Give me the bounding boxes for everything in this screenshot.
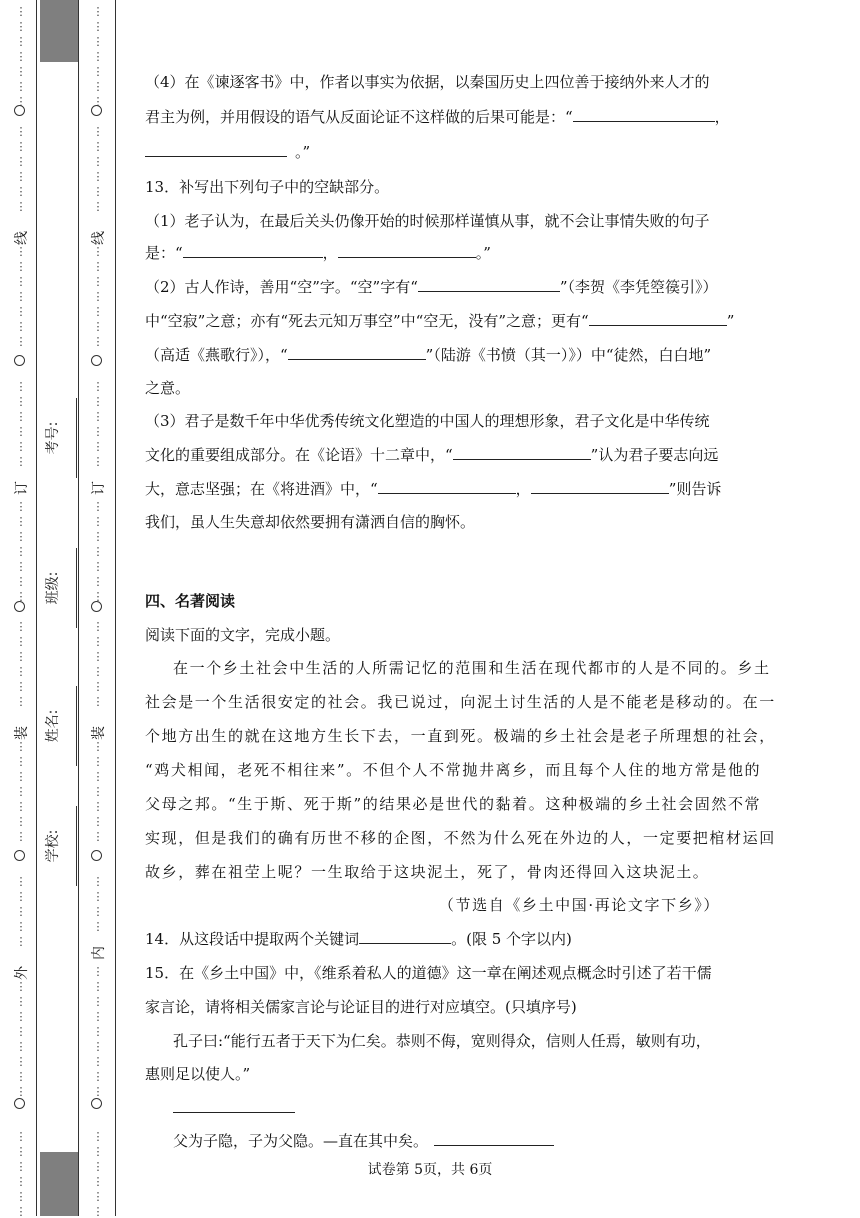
answer-blank[interactable] bbox=[531, 479, 669, 494]
seal-dot: ⋮ bbox=[15, 20, 27, 33]
margin-divider bbox=[36, 0, 37, 1216]
q15-answer-line bbox=[173, 1098, 295, 1118]
seal-dot: ⋮ bbox=[15, 785, 27, 798]
seal-dot: ⋮ bbox=[92, 95, 104, 108]
seal-dot: ⋮ bbox=[15, 80, 27, 93]
seal-dot: ⋮ bbox=[92, 380, 104, 393]
seal-dot: ⋮ bbox=[92, 80, 104, 93]
exam-number-field[interactable]: 考号: bbox=[42, 388, 78, 488]
seal-circle bbox=[91, 850, 102, 861]
q12-4-line: 君主为例，并用假设的语气从反面论证不这样做的后果可能是：“ ， bbox=[145, 108, 730, 126]
seal-dot: ⋮ bbox=[92, 320, 104, 333]
seal-dot: ⋮ bbox=[92, 65, 104, 78]
seal-circle bbox=[91, 1098, 102, 1109]
seal-dot: ⋮ bbox=[92, 335, 104, 348]
seal-dot: ⋮ bbox=[15, 995, 27, 1008]
seal-dot: ⋮ bbox=[92, 290, 104, 303]
seal-dot: ⋮ bbox=[15, 1010, 27, 1023]
reading-instruction: 阅读下面的文字，完成小题。 bbox=[145, 626, 341, 644]
seal-dot: ⋮ bbox=[15, 1145, 27, 1158]
seal-dot: ⋮ bbox=[15, 455, 27, 468]
answer-blank[interactable] bbox=[378, 479, 516, 494]
seal-dot: ⋮ bbox=[15, 635, 27, 648]
seal-dot: ⋮ bbox=[15, 1190, 27, 1203]
seal-mark-outer: 外 bbox=[14, 966, 30, 980]
seal-dot: ⋮ bbox=[92, 1010, 104, 1023]
seal-dot: ⋮ bbox=[15, 1130, 27, 1143]
seal-dot: ⋮ bbox=[92, 665, 104, 678]
passage-line: 个地方出生的就在这地方生长下去，一直到死。极端的乡土社会是老子所理想的社会， bbox=[145, 727, 776, 745]
q13-3-line: （3）君子是数千年中华优秀传统文化塑造的中国人的理想形象，君子文化是中华传统 bbox=[145, 412, 710, 430]
q13-2-line: 中“空寂”之意；亦有“死去元知万事空”中“空无，没有”之意；更有“ ” bbox=[145, 312, 735, 330]
seal-dot: ⋮ bbox=[15, 200, 27, 213]
seal-dot: ⋮ bbox=[92, 1190, 104, 1203]
seal-dot: ⋮ bbox=[15, 410, 27, 423]
seal-mark-xian: 线 bbox=[91, 231, 107, 245]
seal-dot: ⋮ bbox=[92, 650, 104, 663]
q14-line: 14．从这段话中提取两个关键词 。(限 5 个字以内) bbox=[145, 930, 572, 948]
seal-dot: ⋮ bbox=[92, 920, 104, 933]
seal-dot: ⋮ bbox=[92, 890, 104, 903]
seal-dot: ⋮ bbox=[92, 830, 104, 843]
seal-dot: ⋮ bbox=[15, 770, 27, 783]
seal-dot: ⋮ bbox=[92, 140, 104, 153]
seal-dot: ⋮ bbox=[92, 530, 104, 543]
seal-dot: ⋮ bbox=[92, 1085, 104, 1098]
seal-dot: ⋮ bbox=[92, 185, 104, 198]
seal-dot: ⋮ bbox=[15, 1025, 27, 1038]
seal-dot: ⋮ bbox=[92, 800, 104, 813]
seal-dot: ⋮ bbox=[92, 440, 104, 453]
seal-dot: ⋮ bbox=[15, 335, 27, 348]
seal-circle bbox=[14, 601, 25, 612]
seal-dot: ⋮ bbox=[15, 260, 27, 273]
seal-dot: ⋮ bbox=[15, 50, 27, 63]
passage-line: 在一个乡土社会中生活的人所需记忆的范围和生活在现代都市的人是不同的。乡土 bbox=[173, 659, 771, 677]
seal-dot: ⋮ bbox=[15, 875, 27, 888]
seal-dot: ⋮ bbox=[15, 290, 27, 303]
seal-dot: ⋮ bbox=[15, 1160, 27, 1173]
answer-blank[interactable] bbox=[418, 277, 560, 292]
inner-seal-column bbox=[89, 0, 107, 1216]
q12-4-line: 。” bbox=[145, 142, 310, 162]
seal-dot: ⋮ bbox=[15, 1085, 27, 1098]
seal-dot: ⋮ bbox=[92, 1025, 104, 1038]
q13-2-line: （高适《燕歌行》），“ ”（陆游《书愤（其一）》）中“徒然，白白地” bbox=[145, 346, 712, 364]
seal-dot: ⋮ bbox=[15, 815, 27, 828]
seal-dot: ⋮ bbox=[15, 560, 27, 573]
answer-blank[interactable] bbox=[589, 311, 727, 326]
seal-dot: ⋮ bbox=[15, 740, 27, 753]
school-field[interactable]: 学校: bbox=[42, 796, 78, 896]
seal-dot: ⋮ bbox=[92, 500, 104, 513]
seal-dot: ⋮ bbox=[15, 65, 27, 78]
seal-dot: ⋮ bbox=[15, 545, 27, 558]
answer-blank[interactable] bbox=[453, 445, 591, 460]
seal-dot: ⋮ bbox=[92, 980, 104, 993]
passage-source: （节选自《乡土中国·再论文字下乡》） bbox=[438, 896, 720, 914]
seal-dot: ⋮ bbox=[92, 545, 104, 558]
q13-2-line: （2）古人作诗，善用“空”字。“空”字有“ ”（李贺《李凭箜篌引》） bbox=[145, 278, 718, 296]
seal-circle bbox=[91, 105, 102, 116]
seal-dot: ⋮ bbox=[15, 1055, 27, 1068]
seal-dot: ⋮ bbox=[92, 1175, 104, 1188]
seal-dot: ⋮ bbox=[92, 1070, 104, 1083]
answer-blank[interactable] bbox=[338, 243, 476, 258]
seal-dot: ⋮ bbox=[92, 875, 104, 888]
seal-dot: ⋮ bbox=[92, 515, 104, 528]
passage-line: 实现，但是我们的确有历世不移的企图，不然为什么死在外边的人，一定要把棺材运回 bbox=[145, 829, 776, 847]
student-info-column bbox=[40, 0, 78, 1216]
q15-line: 15．在《乡土中国》中，《维系着私人的道德》这一章在阐述观点概念时引述了若干儒 bbox=[145, 964, 712, 982]
seal-dot: ⋮ bbox=[15, 155, 27, 168]
seal-dot: ⋮ bbox=[15, 575, 27, 588]
seal-dot: ⋮ bbox=[15, 275, 27, 288]
passage-line: “鸡犬相闻，老死不相往来”。不但个人不常抛井离乡，而且每个人住的地方常是他的 bbox=[145, 761, 762, 779]
answer-blank[interactable] bbox=[434, 1131, 554, 1146]
seal-circle bbox=[14, 1098, 25, 1109]
seal-dot: ⋮ bbox=[92, 410, 104, 423]
seal-dot: ⋮ bbox=[15, 95, 27, 108]
answer-blank[interactable] bbox=[359, 929, 451, 944]
seal-dot: ⋮ bbox=[92, 785, 104, 798]
seal-dot: ⋮ bbox=[92, 1055, 104, 1068]
seal-dot: ⋮ bbox=[92, 1130, 104, 1143]
seal-dot: ⋮ bbox=[92, 575, 104, 588]
seal-dot: ⋮ bbox=[92, 965, 104, 978]
seal-dot: ⋮ bbox=[92, 170, 104, 183]
seal-dot: ⋮ bbox=[15, 1175, 27, 1188]
seal-dot: ⋮ bbox=[15, 140, 27, 153]
seal-dot: ⋮ bbox=[92, 755, 104, 768]
seal-dot: ⋮ bbox=[15, 590, 27, 603]
seal-dot: ⋮ bbox=[15, 830, 27, 843]
seal-dot: ⋮ bbox=[92, 5, 104, 18]
seal-dot: ⋮ bbox=[92, 455, 104, 468]
q13-3-line: 文化的重要组成部分。在《论语》十二章中，“ ”认为君子要志向远 bbox=[145, 446, 719, 464]
name-field[interactable]: 姓名: bbox=[42, 676, 78, 776]
outer-seal-column bbox=[12, 0, 30, 1216]
passage-line: 社会是一个生活很安定的社会。我已说过，向泥土讨生活的人是不能老是移动的。在一 bbox=[145, 693, 776, 711]
seal-dot: ⋮ bbox=[92, 155, 104, 168]
seal-mark-ding: 订 bbox=[91, 481, 107, 495]
seal-dot: ⋮ bbox=[92, 815, 104, 828]
seal-dot: ⋮ bbox=[15, 440, 27, 453]
seal-dot: ⋮ bbox=[15, 680, 27, 693]
seal-dot: ⋮ bbox=[15, 665, 27, 678]
seal-dot: ⋮ bbox=[92, 50, 104, 63]
seal-dot: ⋮ bbox=[92, 260, 104, 273]
seal-dot: ⋮ bbox=[92, 425, 104, 438]
seal-dot: ⋮ bbox=[92, 995, 104, 1008]
seal-mark-xian: 线 bbox=[14, 231, 30, 245]
q13-3-line: 大，意志坚强；在《将进酒》中，“ ， ”则告诉 bbox=[145, 480, 722, 498]
seal-dot: ⋮ bbox=[15, 35, 27, 48]
seal-dot: ⋮ bbox=[15, 515, 27, 528]
seal-dot: ⋮ bbox=[15, 5, 27, 18]
quote-line: 孔子曰:“能行五者于天下为仁矣。恭则不侮，宽则得众，信则人任焉，敏则有功， bbox=[173, 1032, 711, 1050]
seal-dot: ⋮ bbox=[92, 1040, 104, 1053]
seal-dot: ⋮ bbox=[92, 20, 104, 33]
q13-1-line: 是：“ ， 。” bbox=[145, 244, 491, 262]
seal-dot: ⋮ bbox=[15, 245, 27, 258]
q13-3-line: 我们，虽人生失意却依然要拥有潇洒自信的胸怀。 bbox=[145, 513, 476, 531]
seal-dot: ⋮ bbox=[15, 125, 27, 138]
seal-dot: ⋮ bbox=[92, 560, 104, 573]
class-field[interactable]: 班级: bbox=[42, 538, 78, 638]
seal-dot: ⋮ bbox=[92, 905, 104, 918]
q13-2-line: 之意。 bbox=[145, 379, 191, 397]
seal-dot: ⋮ bbox=[92, 770, 104, 783]
seal-dot: ⋮ bbox=[15, 425, 27, 438]
seal-dot: ⋮ bbox=[15, 755, 27, 768]
seal-circle bbox=[14, 355, 25, 366]
seal-dot: ⋮ bbox=[15, 620, 27, 633]
seal-dot: ⋮ bbox=[15, 1205, 27, 1218]
seal-dot: ⋮ bbox=[15, 305, 27, 318]
seal-dot: ⋮ bbox=[92, 590, 104, 603]
seal-dot: ⋮ bbox=[92, 200, 104, 213]
section-heading: 四、名著阅读 bbox=[145, 592, 236, 610]
seal-dot: ⋮ bbox=[15, 380, 27, 393]
answer-blank[interactable] bbox=[173, 1098, 295, 1113]
seal-mark-ding: 订 bbox=[14, 481, 30, 495]
seal-dot: ⋮ bbox=[15, 185, 27, 198]
seal-dot: ⋮ bbox=[15, 935, 27, 948]
binding-margin bbox=[0, 0, 118, 1216]
quote-line: 惠则足以使人。” bbox=[145, 1065, 251, 1083]
seal-circle bbox=[91, 601, 102, 612]
seal-dot: ⋮ bbox=[15, 980, 27, 993]
seal-dot: ⋮ bbox=[15, 1040, 27, 1053]
passage-line: 父母之邦。“生于斯、死于斯”的结果必是世代的黏着。这种极端的乡土社会固然不常 bbox=[145, 795, 762, 813]
q13-1-line: （1）老子认为，在最后关头仍像开始的时候那样谨慎从事，就不会让事情失败的句子 bbox=[145, 212, 710, 230]
answer-blank[interactable] bbox=[573, 107, 715, 122]
seal-mark-zhuang: 装 bbox=[14, 726, 30, 740]
seal-dot: ⋮ bbox=[15, 1070, 27, 1083]
seal-dot: ⋮ bbox=[92, 35, 104, 48]
seal-dot: ⋮ bbox=[92, 1145, 104, 1158]
seal-dot: ⋮ bbox=[92, 635, 104, 648]
seal-dot: ⋮ bbox=[92, 395, 104, 408]
seal-dot: ⋮ bbox=[92, 245, 104, 258]
seal-dot: ⋮ bbox=[15, 695, 27, 708]
seal-dot: ⋮ bbox=[92, 695, 104, 708]
seal-mark-zhuang: 装 bbox=[91, 726, 107, 740]
seal-circle bbox=[14, 850, 25, 861]
seal-dot: ⋮ bbox=[92, 125, 104, 138]
answer-blank[interactable] bbox=[183, 243, 323, 258]
seal-dot: ⋮ bbox=[92, 305, 104, 318]
margin-divider bbox=[115, 0, 116, 1216]
q12-4-line: （4）在《谏逐客书》中，作者以事实为依据，以秦国历史上四位善于接纳外来人才的 bbox=[145, 73, 710, 91]
seal-dot: ⋮ bbox=[15, 500, 27, 513]
seal-dot: ⋮ bbox=[15, 530, 27, 543]
answer-blank[interactable] bbox=[288, 345, 426, 360]
q15-line: 家言论，请将相关儒家言论与论证目的进行对应填空。(只填序号) bbox=[145, 998, 577, 1016]
q13-title: 13．补写出下列句子中的空缺部分。 bbox=[145, 178, 390, 196]
page-footer: 试卷第 5页，共 6页 bbox=[367, 1162, 493, 1178]
seal-dot: ⋮ bbox=[92, 680, 104, 693]
seal-dot: ⋮ bbox=[15, 395, 27, 408]
seal-dot: ⋮ bbox=[15, 650, 27, 663]
passage-line: 故乡，葬在祖茔上呢？一生取给于这块泥土，死了，骨肉还得回入这块泥土。 bbox=[145, 863, 710, 881]
margin-divider bbox=[78, 0, 79, 1216]
quote-line: 父为子隐，子为父隐。—直在其中矣。 bbox=[173, 1131, 554, 1151]
seal-dot: ⋮ bbox=[15, 890, 27, 903]
answer-blank[interactable] bbox=[145, 142, 287, 157]
seal-dot: ⋮ bbox=[15, 800, 27, 813]
seal-dot: ⋮ bbox=[15, 170, 27, 183]
seal-circle bbox=[14, 105, 25, 116]
seal-dot: ⋮ bbox=[92, 275, 104, 288]
seal-mark-inner: 内 bbox=[91, 946, 107, 960]
seal-dot: ⋮ bbox=[15, 920, 27, 933]
seal-dot: ⋮ bbox=[15, 320, 27, 333]
seal-circle bbox=[91, 355, 102, 366]
seal-dot: ⋮ bbox=[92, 620, 104, 633]
seal-dot: ⋮ bbox=[15, 905, 27, 918]
seal-dot: ⋮ bbox=[92, 1205, 104, 1218]
seal-dot: ⋮ bbox=[92, 740, 104, 753]
seal-dot: ⋮ bbox=[92, 1160, 104, 1173]
